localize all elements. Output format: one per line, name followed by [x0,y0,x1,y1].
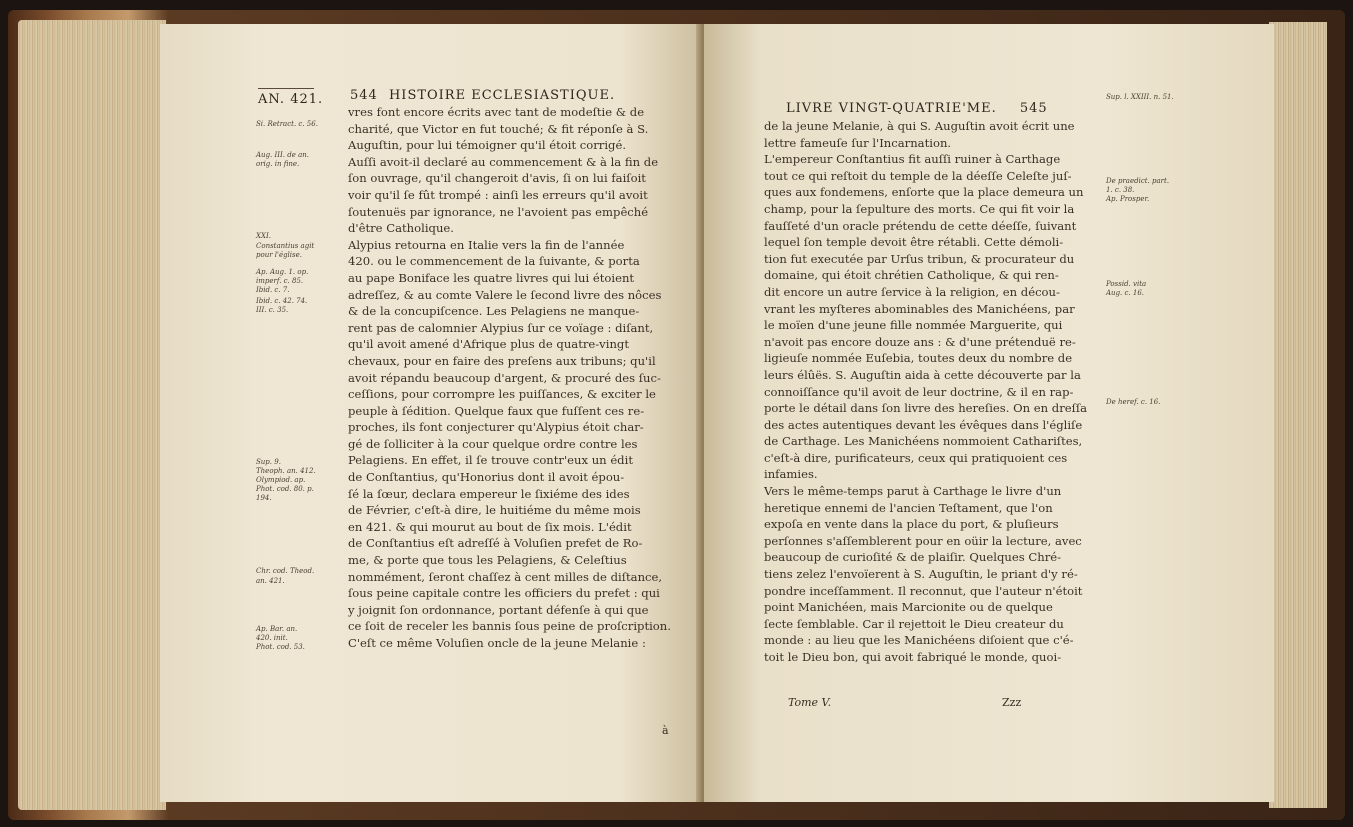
text-line: C'eſt ce même Voluſien oncle de la jeune Melanie : [348,636,646,650]
margin-note: 1. c. 38. [1106,186,1135,194]
text-line: le moïen d'une jeune fille nommée Marguerite, qui [764,318,1063,333]
text-line: qu'il avoit amené d'Afrique plus de quatre-vingt [348,337,629,352]
text-line: ſoutenuës par ignorance, ne l'avoient pas empêché [348,204,649,219]
text-line: tout ce qui reſtoit du temple de la déeſſe Celeſte juſ- [764,168,1072,183]
text-line: point Manichéen, mais Marcionite ou de quelque [764,600,1053,615]
text-line: voir qu'il ſe fût trompé : ainſi les erreurs qu'il avoit [348,187,648,202]
text-line: lequel ſon temple devoit être rétabli. Cette démoli- [764,235,1064,250]
text-line: nommément, ſeront chaſſez à cent milles de diſtance, [348,569,663,584]
left-catchword: à [662,724,669,737]
text-line: peuple à ſédition. Quelque faux que fuſſent ces re- [348,403,645,418]
footer-volume: Tome V. [788,696,832,709]
margin-note: XXI. [256,232,271,240]
text-line: des actes autentiques devant les évêques dans l'égliſe [764,417,1083,432]
text-line: dit encore un autre ſervice à la religion, en décou- [764,284,1060,299]
text-line: porte le détail dans ſon livre des hereſies. On en dreſſa [764,401,1088,416]
text-line: ques aux fondemens, enſorte que la place demeura un [764,185,1084,200]
margin-note: 194. [256,494,272,502]
left-body-text [348,104,684,652]
margin-note: Phot. cod. 53. [256,643,305,651]
margin-note: Possid. vita [1106,280,1147,288]
margin-note: De praedict. part. [1106,177,1170,185]
text-line: tion fut executée par Urſus tribun, & procurateur du [764,251,1075,266]
text-line: expoſa en vente dans la place du port, & pluſieurs [764,517,1059,532]
text-line: beaucoup de curioſité & de plaiſir. Quelques Chré- [764,550,1062,565]
text-line: ligieuſe nommée Euſebia, toutes deux du nombre de [764,351,1073,366]
year-label: AN. 421. [258,92,324,107]
text-line: ſé la ſœur, declara empereur le ſixiéme des ides [348,486,630,501]
text-line: au pape Boniface les quatre livres qui lui étoient [348,270,635,285]
margin-note: orig. in fine. [256,160,300,168]
text-line: Pelagiens. En effet, il ſe trouve contr'eux un édit [348,453,633,468]
text-line: infamies. [764,467,818,482]
margin-note: Phot. cod. 80. p. [256,485,314,493]
margin-note: De heref. c. 16. [1106,398,1161,406]
margin-note: Ap. Bar. an. [256,625,298,633]
margin-note: Chr. cod. Theod. [256,567,315,575]
text-line: monde : au lieu que les Manichéens diſoient que c'é- [764,633,1074,648]
text-line: de Carthage. Les Manichéens nommoient Cathariſtes, [764,434,1083,449]
text-line: en 421. & qui mourut au bout de ſix mois. L'édit [348,519,632,534]
text-line: 420. ou le commencement de la ſuivante, & porta [348,254,640,269]
text-line: toit le Dieu bon, qui avoit fabriqué le monde, quoi- [764,650,1062,664]
text-line: pondre inceſſamment. Il reconnut, que l'auteur n'étoit [764,583,1083,598]
text-line: lettre fameuſe ſur l'Incarnation. [764,135,952,150]
margin-note: an. 421. [256,577,285,585]
text-line: c'eſt-à dire, purificateurs, ceux qui pratiquoient ces [764,450,1068,465]
text-line: perſonnes s'aſſemblerent pour en oüir la lecture, avec [764,533,1082,548]
text-line: gé de ſolliciter à la cour quelque ordre contre les [348,436,638,451]
text-line: avoit répandu beaucoup d'argent, & procuré des ſuc- [348,370,661,385]
margin-note: Ap. Aug. 1. op. [256,268,309,276]
text-line: ſecte ſemblable. Car il rejettoit le Dieu createur du [764,616,1064,631]
text-line: me, & porte que tous les Pelagiens, & Celeſtius [348,553,627,568]
margin-note: pour l'église. [256,251,302,259]
margin-note: Sup. l. XXIII. n. 51. [1106,93,1174,101]
text-line: tiens zelez l'envoïerent à S. Auguſtin, le priant d'y ré- [764,567,1078,582]
text-line: Alypius retourna en Italie vers la fin de l'année [348,237,625,252]
text-line: L'empereur Conſtantius fit auſſi ruiner à Carthage [764,152,1061,167]
footer-signature: Zzz [1002,696,1022,709]
left-page [160,24,700,802]
text-line: y joignit ſon ordonnance, portant défenſe à qui que [348,602,649,617]
text-line: connoiſſance qu'il avoit de leur doctrine, & il en rap- [764,384,1074,399]
margin-note: Aug. c. 16. [1106,289,1144,297]
margin-note: Aug. III. de an. [256,151,309,159]
text-line: de Conſtantius eſt adreſſé à Voluſien prefet de Ro- [348,536,643,551]
margin-note: Theoph. an. 412. [256,467,316,475]
text-line: ce ſoit de receler les bannis ſous peine de proſcription. [348,619,671,634]
margin-note: Sup. 9. [256,458,281,466]
text-line: proches, ils font conjecturer qu'Alypius étoit char- [348,420,644,435]
margin-note: Ibid. c. 42. 74. [256,297,308,305]
left-title: HISTOIRE ECCLESIASTIQUE. [388,88,616,103]
page-edges-right [1269,22,1327,808]
margin-note: imperf. c. 85. [256,277,304,285]
margin-note: Si. Retract. c. 56. [256,120,318,128]
text-line: & de la concupiſcence. Les Pelagiens ne manque- [348,304,640,319]
text-line: leurs élûës. S. Auguſtin aida à cette découverte par la [764,367,1081,382]
text-line: Auguſtin, pour lui témoigner qu'il étoit corrigé. [348,138,627,153]
left-page-number: 544 [350,88,378,103]
text-line: charité, que Victor en fut touché; & fit réponſe à S. [348,121,649,136]
text-line: adreſſez, & au comte Valere le ſecond livre des nôces [348,287,662,302]
margin-note: III. c. 35. [256,306,289,314]
margin-note: Ibid. c. 7. [256,286,290,294]
text-line: ſon ouvrage, qu'il changeroit d'avis, ſi on lui faiſoit [348,171,646,186]
margin-note: Constantius agit [256,242,315,250]
text-line: rent pas de calomnier Alypius ſur ce voïage : diſant, [348,320,654,335]
margin-note: Ap. Prosper. [1106,195,1150,203]
margin-note: 420. init. [256,634,288,642]
text-line: chevaux, pour en faire des preſens aux tribuns; qu'il [348,353,656,368]
margin-note: Olympiod. ap. [256,476,306,484]
text-line: de Février, c'eſt-à dire, le huitiéme du même mois [348,503,641,518]
text-line: fauſſeté d'un oracle prétendu de cette déeſſe, ſuivant [764,218,1077,233]
text-line: ſous peine capitale contre les officiers du prefet : qui [348,586,660,601]
text-line: de Conſtantius, qu'Honorius dont il avoit épou- [348,470,625,485]
right-margin-notes [1106,24,1216,802]
text-line: domaine, qui étoit chrétien Catholique, & qui ren- [764,268,1059,283]
text-line: de la jeune Melanie, à qui S. Auguſtin avoit écrit une [764,119,1075,133]
text-line: Vers le même-temps parut à Carthage le livre d'un [764,484,1062,499]
text-line: Auſſi avoit-il declaré au commencement & à la fin de [348,154,659,169]
right-running-head [786,101,1048,116]
text-line: champ, pour la ſepulture des morts. Ce qui fit voir la [764,201,1075,216]
text-line: vres font encore écrits avec tant de modeſtie & de [348,105,645,119]
left-margin-notes [256,24,348,802]
right-page-number: 545 [1019,101,1048,116]
right-title: LIVRE VINGT-QUATRIE'ME. [786,101,997,116]
text-line: n'avoit pas encore douze ans : & d'une prétenduë re- [764,334,1076,349]
right-page [704,24,1274,802]
page-edges-left [18,20,166,810]
text-line: ceſſions, pour corrompre les puiſſances, & exciter le [348,387,656,402]
text-line: heretique ennemi de l'ancien Teſtament, que l'on [764,500,1053,515]
text-line: d'être Catholique. [348,221,454,236]
text-line: vrant les myſteres abominables des Manichéens, par [764,301,1075,316]
left-running-head [350,88,615,103]
right-body-text [764,118,1094,666]
